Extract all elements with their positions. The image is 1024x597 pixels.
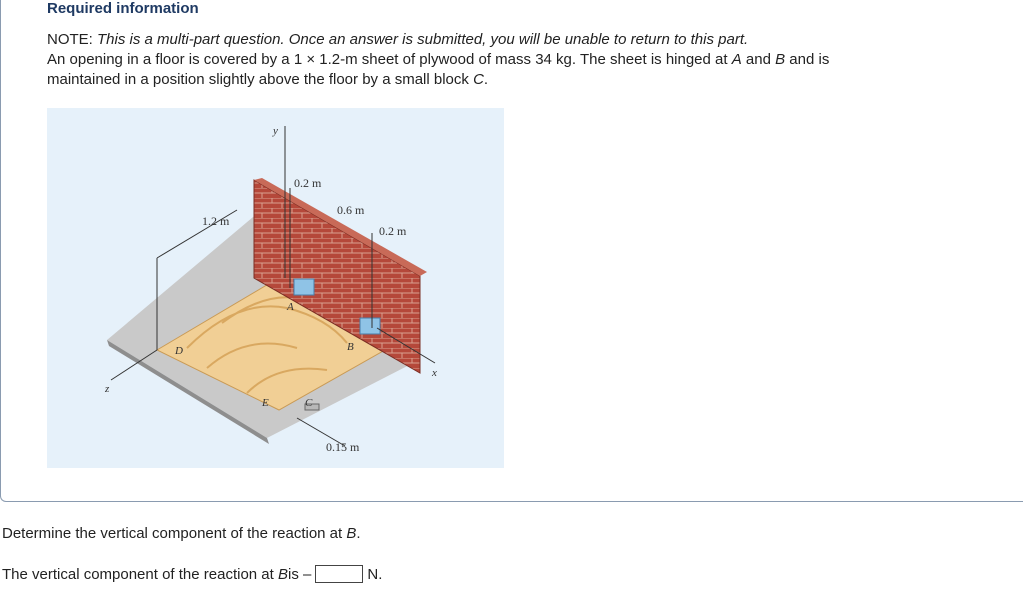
note-prefix: NOTE: <box>47 31 98 48</box>
plywood-figure-svg <box>47 108 504 468</box>
label-c: C <box>305 397 313 409</box>
question-point: B <box>346 525 357 542</box>
label-e: E <box>262 397 269 409</box>
problem-figure <box>47 108 504 468</box>
label-dim-12: 1.2 m <box>202 214 230 228</box>
label-dim-02-top: 0.2 m <box>294 176 322 190</box>
point-b-label: B <box>775 51 786 68</box>
answer-unit: N. <box>367 565 383 583</box>
answer-line <box>2 565 382 583</box>
question-part: Determine the vertical component of the reaction at <box>2 525 347 542</box>
problem-text-part: and is <box>785 51 830 68</box>
question-text <box>2 525 361 542</box>
answer-prompt-suffix: is – <box>288 565 312 583</box>
hinge-b-icon <box>360 318 380 334</box>
hinge-a-icon <box>294 279 314 295</box>
problem-text-part: . <box>483 71 489 88</box>
problem-text-part: and <box>741 51 776 68</box>
problem-text <box>47 50 1007 90</box>
answer-prompt: The vertical component of the reaction at <box>2 565 274 583</box>
point-a-label: A <box>731 51 742 68</box>
point-c-label: C <box>473 71 484 88</box>
label-b: B <box>347 341 354 353</box>
label-dim-015: 0.15 m <box>326 440 360 454</box>
label-y: y <box>273 125 278 137</box>
note-line <box>47 30 1007 50</box>
problem-text-part: maintained in a position slightly above the floor by a small block <box>47 71 474 88</box>
section-heading: Required information <box>47 0 199 17</box>
problem-text-part: An opening in a floor is covered by a 1 × 1.2-m sheet of plywood of mass 34 kg. The sheet is hinged at <box>47 51 732 68</box>
label-x: x <box>432 367 437 379</box>
label-d: D <box>175 345 183 357</box>
question-part: . <box>356 525 361 542</box>
problem-statement <box>47 30 1007 90</box>
answer-input[interactable] <box>315 565 363 583</box>
answer-point: B <box>278 565 289 583</box>
label-dim-02-right: 0.2 m <box>379 224 407 238</box>
label-dim-06: 0.6 m <box>337 203 365 217</box>
label-z: z <box>105 383 110 395</box>
note-italic: This is a multi-part question. Once an answer is submitted, you will be unable to return to this part. <box>97 31 749 48</box>
label-a: A <box>287 301 294 313</box>
